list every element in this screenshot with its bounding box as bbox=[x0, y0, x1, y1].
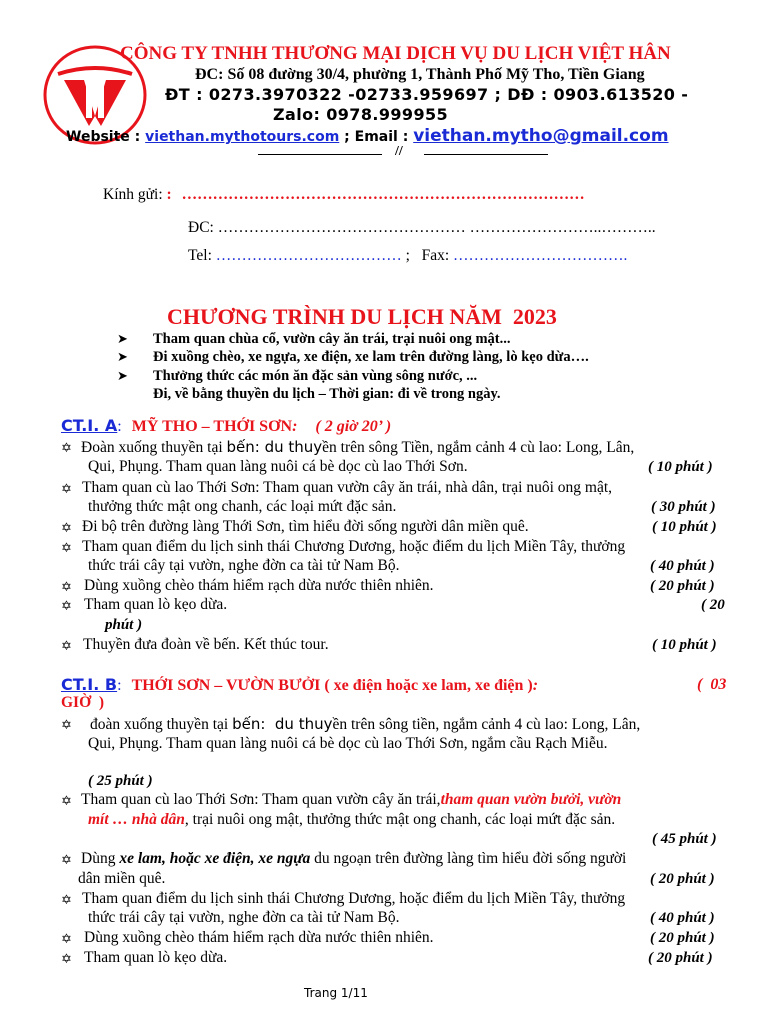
company-address: ĐC: Số 08 đường 30/4, phường 1, Thành Phố Mỹ Tho, Tiền Giang bbox=[195, 66, 645, 83]
item-text: du ngoạn trên đường làng tìm hiểu đời sống người bbox=[310, 850, 627, 867]
duration: ( 20 phút ) bbox=[650, 930, 715, 946]
duration: ( 40 phút ) bbox=[650, 558, 715, 574]
star-bullet-icon: ✡ bbox=[61, 794, 72, 809]
website-label: Website : bbox=[66, 129, 141, 145]
section-a-item-2-cont: thưởng thức mật ong chanh, các loại mứt đặc sản. bbox=[88, 498, 397, 515]
section-b-item-2 bbox=[81, 791, 621, 809]
program-bullet: Tham quan chùa cổ, vườn cây ăn trái, trại nuôi ong mật... bbox=[153, 331, 511, 347]
item-text: bến: du thuy bbox=[232, 715, 333, 733]
duration: ( 30 phút ) bbox=[651, 499, 716, 515]
duration: ( 20 bbox=[701, 597, 725, 613]
section-b-item-1 bbox=[90, 715, 640, 734]
star-bullet-icon: ✡ bbox=[61, 482, 72, 497]
program-bullet: Thưởng thức các món ăn đặc sản vùng sông nước, ... bbox=[153, 368, 478, 384]
duration: ( 45 phút ) bbox=[652, 831, 717, 847]
section-b-item-4: Tham quan điểm du lịch sinh thái Chương Dương, hoặc điểm du lịch Miền Tây, thưởng bbox=[82, 890, 626, 907]
star-bullet-icon: ✡ bbox=[61, 541, 72, 556]
company-phone: ĐT : 0273.3970322 -02733.959697 ; DĐ : 0903.613520 - bbox=[165, 85, 689, 104]
section-b-time-cont: GIỜ ) bbox=[61, 694, 105, 711]
duration: ( 20 phút ) bbox=[650, 578, 715, 594]
divider-slash: // bbox=[395, 144, 403, 159]
duration: ( 20 phút ) bbox=[650, 871, 715, 887]
item-text: Tham quan cù lao Thới Sơn: Tham quan vườn cây ăn trái, bbox=[81, 791, 441, 808]
section-b-time: ( 03 bbox=[697, 676, 727, 693]
section-b-item-3 bbox=[81, 850, 626, 868]
section-a-item-1-cont: Qui, Phụng. Tham quan làng nuôi cá bè dọc cù lao Thới Sơn. bbox=[88, 458, 468, 475]
recipient-line bbox=[103, 186, 585, 204]
duration: ( 10 phút ) bbox=[652, 519, 717, 535]
duration: ( 10 phút ) bbox=[648, 459, 713, 475]
section-b-heading bbox=[61, 675, 538, 695]
section-a-item-2: Tham quan cù lao Thới Sơn: Tham quan vườn cây ăn trái, nhà dân, trại nuôi ong mật, bbox=[82, 479, 613, 496]
recipient-contact bbox=[188, 247, 627, 265]
section-b-title-colon: : bbox=[532, 677, 539, 694]
duration: ( 10 phút ) bbox=[652, 637, 717, 653]
section-a-heading bbox=[61, 416, 391, 436]
program-title: CHƯƠNG TRÌNH DU LỊCH NĂM 2023 bbox=[167, 304, 557, 329]
divider-left bbox=[258, 154, 382, 155]
tel-field: ……………………………… bbox=[215, 247, 402, 264]
section-b-code: CT.I. B bbox=[61, 675, 118, 694]
section-b-item-1-cont: Qui, Phụng. Tham quan làng nuôi cá bè dọc cù lao Thới Sơn, ngắm cầu Rạch Miễu. bbox=[88, 735, 608, 752]
section-a-title: MỸ THO – THỚI SƠN bbox=[131, 418, 293, 435]
recipient-address: ĐC: ………………………………………… ……………………..……….. bbox=[188, 219, 656, 236]
star-bullet-icon: ✡ bbox=[61, 441, 72, 456]
star-bullet-icon: ✡ bbox=[61, 599, 72, 614]
fax-label: ; Fax: bbox=[405, 247, 450, 264]
fax-field: ……………………………. bbox=[453, 247, 628, 264]
duration: ( 20 phút ) bbox=[648, 950, 713, 966]
section-b-title: THỚI SƠN – VƯỜN BƯỞI ( xe điện hoặc xe lam, xe điện ) bbox=[131, 677, 533, 694]
recipient-colon: : bbox=[166, 186, 172, 203]
company-name: CÔNG TY TNHH THƯƠNG MẠI DỊCH VỤ DU LỊCH VIỆT HÂN bbox=[120, 43, 671, 64]
section-a-colon: : bbox=[117, 418, 122, 435]
arrow-bullet-icon: ➤ bbox=[117, 368, 128, 383]
item-text: , trại nuôi ong mật, thưởng thức mật ong chanh, các loại mứt đặc sản. bbox=[184, 811, 616, 828]
star-bullet-icon: ✡ bbox=[61, 893, 72, 908]
recipient-name-field: …………………………………………………………………… bbox=[181, 186, 585, 203]
section-a-item-6: Tham quan lò kẹo dừa. bbox=[84, 596, 228, 613]
item-text-highlight: mít … nhà dân bbox=[88, 811, 185, 828]
section-b-item-6: Tham quan lò kẹo dừa. bbox=[84, 949, 228, 966]
program-bullet: Đi xuồng chèo, xe ngựa, xe điện, xe lam trên đường làng, lò kẹo dừa…. bbox=[153, 349, 589, 365]
divider-right bbox=[424, 154, 548, 155]
item-text: ền trên sông tiền, ngắm cảnh 4 cù lao: Long, Lân, bbox=[332, 716, 641, 733]
item-text: đoàn xuống thuyền tại bbox=[90, 716, 233, 733]
program-bullet: Đi, về bằng thuyền du lịch – Thời gian: đi về trong ngày. bbox=[153, 386, 501, 402]
section-b-colon: : bbox=[117, 677, 122, 694]
page-number: Trang 1/11 bbox=[304, 986, 368, 1000]
item-text: ền trên sông Tiền, ngắm cảnh 4 cù lao: Long, Lân, bbox=[322, 439, 635, 456]
section-b-item-3-cont: dân miền quê. bbox=[78, 870, 166, 887]
section-a-item-5: Dùng xuồng chèo thám hiểm rạch dừa nước thiên nhiên. bbox=[84, 577, 434, 594]
email-link[interactable]: viethan.mytho@gmail.com bbox=[413, 126, 669, 146]
duration: ( 25 phút ) bbox=[88, 773, 153, 789]
section-a-item-4-cont: thức trái cây tại vườn, nghe đờn ca tài tử Nam Bộ. bbox=[88, 557, 400, 574]
duration: ( 40 phút ) bbox=[650, 910, 715, 926]
recipient-label: Kính gửi: bbox=[103, 186, 163, 203]
section-a-item-1 bbox=[81, 438, 634, 457]
section-a-item-3: Đi bộ trên đường làng Thới Sơn, tìm hiểu đời sống người dân miền quê. bbox=[82, 518, 529, 535]
section-a-item-4: Tham quan điểm du lịch sinh thái Chương Dương, hoặc điểm du lịch Miền Tây, thưởng bbox=[82, 538, 626, 555]
section-b-item-4-cont: thức trái cây tại vườn, nghe đờn ca tài tử Nam Bộ. bbox=[88, 909, 400, 926]
item-text: Dùng bbox=[81, 850, 120, 867]
item-text: bến: du thuy bbox=[226, 438, 323, 456]
duration: phút ) bbox=[105, 617, 143, 633]
item-text: Đoàn xuống thuyền tại bbox=[81, 439, 227, 456]
item-text-emphasis: xe lam, hoặc xe điện, xe ngựa bbox=[119, 850, 311, 867]
section-b-item-2-cont bbox=[88, 811, 615, 829]
star-bullet-icon: ✡ bbox=[61, 718, 72, 733]
tel-label: Tel: bbox=[188, 247, 212, 264]
item-text-highlight: tham quan vườn bưởi, vườn bbox=[440, 791, 622, 808]
arrow-bullet-icon: ➤ bbox=[117, 349, 128, 364]
company-zalo: Zalo: 0978.999955 bbox=[273, 105, 449, 124]
section-b-item-5: Dùng xuồng chèo thám hiểm rạch dừa nước thiên nhiên. bbox=[84, 929, 434, 946]
star-bullet-icon: ✡ bbox=[61, 639, 72, 654]
star-bullet-icon: ✡ bbox=[61, 521, 72, 536]
section-a-time: ( 2 giờ 20’ ) bbox=[315, 418, 392, 435]
star-bullet-icon: ✡ bbox=[61, 580, 72, 595]
email-label: ; Email : bbox=[344, 129, 409, 145]
section-a-code: CT.I. A bbox=[61, 416, 118, 435]
star-bullet-icon: ✡ bbox=[61, 952, 72, 967]
arrow-bullet-icon: ➤ bbox=[117, 331, 128, 346]
section-a-title-colon: : bbox=[292, 418, 298, 435]
website-link[interactable]: viethan.mythotours.com bbox=[145, 129, 340, 145]
web-email-line bbox=[66, 126, 669, 146]
section-a-item-7: Thuyền đưa đoàn về bến. Kết thúc tour. bbox=[83, 636, 329, 653]
star-bullet-icon: ✡ bbox=[61, 932, 72, 947]
star-bullet-icon: ✡ bbox=[61, 853, 72, 868]
